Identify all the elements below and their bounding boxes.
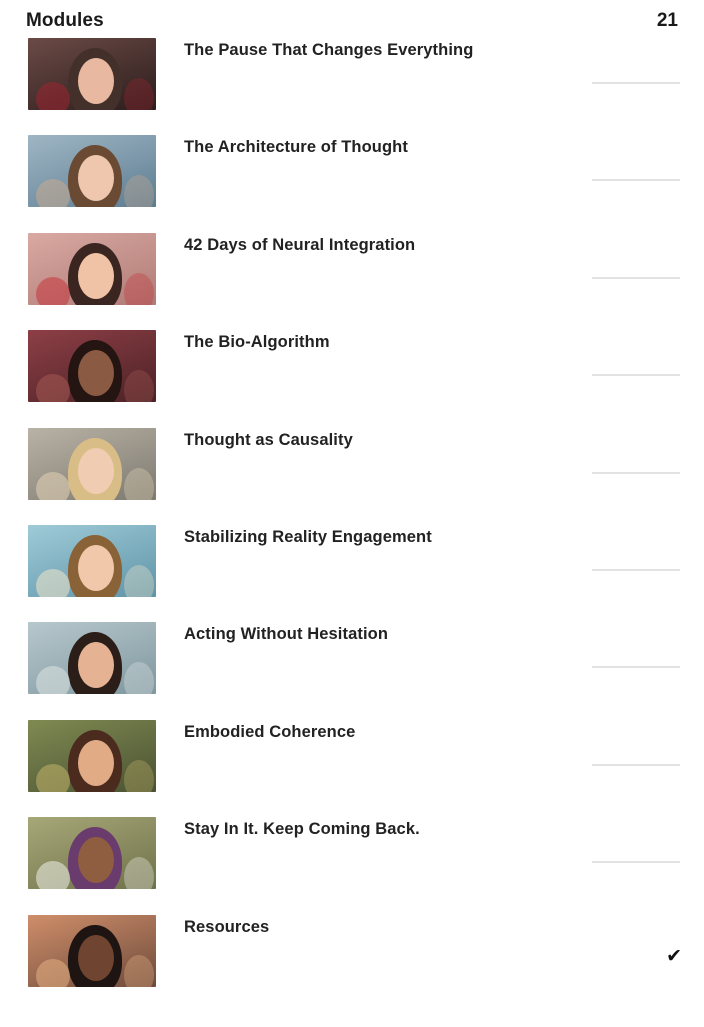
module-status [592, 622, 704, 719]
module-list-item[interactable] [0, 330, 704, 427]
module-thumbnail-laughing-woman-grass[interactable] [28, 817, 156, 889]
module-status [592, 38, 704, 135]
module-list-item[interactable] [0, 233, 704, 330]
module-progress-bar [592, 764, 680, 766]
module-status [592, 428, 704, 525]
module-title: Stay In It. Keep Coming Back. [184, 820, 420, 839]
module-thumbnail-curly-hair-woman-street[interactable] [28, 720, 156, 792]
module-title: Resources [184, 917, 270, 936]
module-title: The Pause That Changes Everything [184, 41, 474, 59]
module-title: Embodied Coherence [184, 722, 356, 741]
module-progress-bar [592, 569, 680, 571]
module-title-wrap [156, 38, 592, 60]
page-title: Modules [26, 10, 104, 31]
module-title: 42 Days of Neural Integration [184, 235, 416, 254]
module-status [592, 817, 704, 914]
module-list-item[interactable] [0, 817, 704, 914]
module-status [592, 135, 704, 232]
module-title-wrap [156, 233, 592, 255]
module-title-wrap [156, 330, 592, 352]
module-count: 21 [656, 10, 678, 31]
module-thumbnail-two-women-sunglasses[interactable] [28, 525, 156, 597]
module-thumbnail-woman-red-lipstick[interactable] [28, 38, 156, 110]
module-list-item[interactable] [0, 525, 704, 622]
module-title-wrap [156, 525, 592, 547]
module-progress-bar [592, 666, 680, 668]
module-list-item[interactable] [0, 135, 704, 232]
completed-check-icon: ✔ [666, 945, 682, 967]
module-status [592, 525, 704, 622]
module-status [592, 233, 704, 330]
module-title: The Architecture of Thought [184, 138, 408, 157]
modules-header [0, 0, 704, 38]
module-title-wrap [156, 428, 592, 450]
module-title-wrap [156, 817, 592, 839]
module-progress-bar [592, 179, 680, 181]
module-title: Thought as Causality [184, 430, 353, 449]
module-thumbnail-mother-and-baby[interactable] [28, 135, 156, 207]
module-list-item[interactable] [0, 720, 704, 817]
module-list-item[interactable] [0, 915, 704, 1012]
module-status [592, 720, 704, 817]
module-list-item[interactable] [0, 38, 704, 135]
module-title: The Bio-Algorithm [184, 333, 330, 352]
module-status [592, 330, 704, 427]
module-title-wrap [156, 915, 592, 937]
module-title-wrap [156, 135, 592, 157]
module-thumbnail-woman-looking-up-sky[interactable] [28, 915, 156, 987]
module-title: Acting Without Hesitation [184, 625, 388, 644]
module-progress-bar [592, 374, 680, 376]
module-status [592, 915, 704, 1012]
module-title: Stabilizing Reality Engagement [184, 527, 432, 546]
module-title-wrap [156, 622, 592, 644]
module-thumbnail-smiling-woman-red-lips[interactable] [28, 233, 156, 305]
module-list-item[interactable] [0, 622, 704, 719]
module-progress-bar [592, 277, 680, 279]
module-progress-bar [592, 861, 680, 863]
module-thumbnail-woman-on-beach[interactable] [28, 622, 156, 694]
module-list [0, 38, 704, 1012]
module-thumbnail-blonde-curly-hair[interactable] [28, 428, 156, 500]
module-progress-bar [592, 472, 680, 474]
module-title-wrap [156, 720, 592, 742]
module-list-item[interactable] [0, 428, 704, 525]
module-progress-bar [592, 82, 680, 84]
module-thumbnail-portrait-dark-skin[interactable] [28, 330, 156, 402]
